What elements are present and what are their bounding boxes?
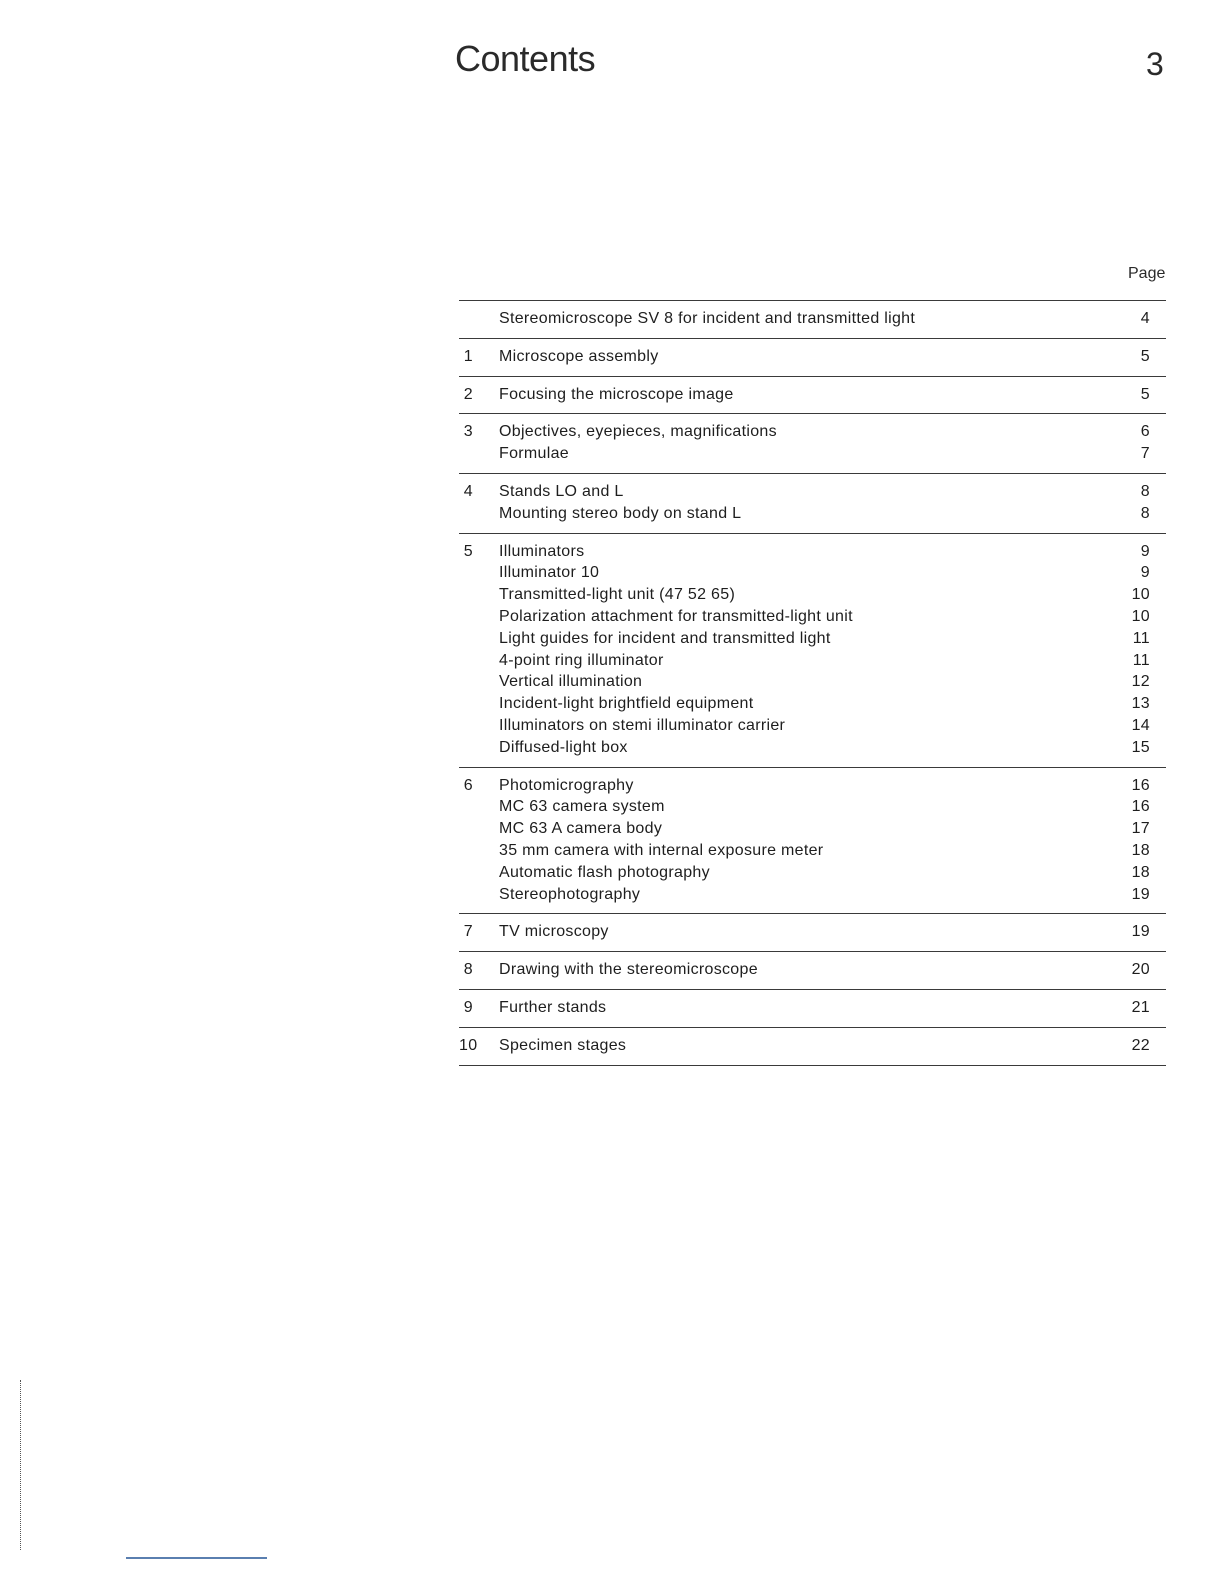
toc-entry-title: Diffused-light box (499, 738, 628, 756)
page-column-label: Page (1128, 265, 1166, 282)
toc-section (459, 301, 1166, 339)
toc-entry (459, 693, 1166, 715)
page-title: Contents (455, 38, 596, 79)
toc-entry-page: 5 (1140, 385, 1150, 403)
toc-entry (459, 384, 1166, 406)
toc-entry-page: 5 (1140, 347, 1150, 365)
toc-entry (459, 628, 1166, 650)
toc-section-number: 2 (463, 385, 473, 403)
toc-entry-page: 17 (1131, 820, 1150, 838)
toc-entry-page: 11 (1132, 629, 1150, 647)
toc-entry-title: TV microscopy (499, 923, 609, 941)
toc-entry (459, 715, 1166, 737)
toc-entry-title: Transmitted-light unit (47 52 65) (499, 586, 736, 604)
toc-entry-page: 9 (1140, 564, 1150, 582)
toc-entry-title: MC 63 A camera body (499, 820, 663, 838)
toc-entry-title: Drawing with the stereomicroscope (499, 961, 758, 979)
toc-section (459, 952, 1166, 990)
toc-entry-title: Photomicrography (499, 776, 634, 794)
toc-entry-title: Formulae (499, 445, 569, 463)
toc-entry (459, 308, 1166, 330)
toc-entry-page: 16 (1131, 798, 1150, 816)
toc-entry (459, 541, 1166, 563)
toc-entry-title: Illuminators on stemi illuminator carrier (499, 716, 786, 734)
toc-entry-title: MC 63 camera system (499, 798, 665, 816)
toc-section (459, 768, 1166, 915)
toc-entry-title: Mounting stereo body on stand L (499, 504, 742, 522)
toc-entry-page: 18 (1131, 841, 1150, 859)
toc-entry-title: Stereophotography (499, 885, 641, 903)
toc-section-number: 5 (463, 542, 473, 560)
toc-entry-page: 21 (1131, 998, 1150, 1016)
toc-entry-page: 8 (1140, 482, 1150, 500)
toc-entry-page: 8 (1140, 504, 1150, 522)
toc-entry (459, 562, 1166, 584)
toc-entry-title: 35 mm camera with internal exposure meter (499, 841, 824, 859)
toc-entry-page: 18 (1131, 863, 1150, 881)
toc-entry-title: Microscope assembly (499, 347, 659, 365)
toc-section (459, 474, 1166, 534)
toc-entry-page: 9 (1140, 542, 1150, 560)
toc-entry (459, 796, 1166, 818)
toc-entry-page: 19 (1131, 885, 1150, 903)
toc-section (459, 1028, 1166, 1066)
toc-entry (459, 503, 1166, 525)
toc-entry-title: Light guides for incident and transmitted light (499, 629, 831, 647)
toc-entry-title: Stands LO and L (499, 482, 624, 500)
toc-entry (459, 1035, 1166, 1057)
toc-entry (459, 997, 1166, 1019)
toc-entry (459, 737, 1166, 759)
toc-entry-page: 20 (1131, 961, 1150, 979)
toc-entry-title: Vertical illumination (499, 673, 643, 691)
toc-entry-title: Incident-light brightfield equipment (499, 695, 754, 713)
toc-entry (459, 775, 1166, 797)
toc-section (459, 914, 1166, 952)
toc-section-number: 9 (463, 998, 473, 1016)
toc-entry (459, 443, 1166, 465)
toc-entry-title: Focusing the microscope image (499, 385, 734, 403)
toc-section-number: 7 (463, 923, 473, 941)
toc-entry (459, 884, 1166, 906)
toc-entry (459, 421, 1166, 443)
toc-entry-page: 14 (1131, 716, 1150, 734)
toc-section (459, 377, 1166, 415)
toc-entry (459, 481, 1166, 503)
toc-entry-page: 4 (1140, 310, 1150, 327)
toc-entry-page: 15 (1131, 738, 1150, 756)
toc-section-number: 3 (463, 423, 473, 441)
toc-entry-page: 10 (1131, 607, 1150, 625)
toc-section (459, 990, 1166, 1028)
toc-section-number: 6 (463, 776, 473, 794)
toc-entry-title: Illuminator 10 (499, 564, 600, 582)
toc-entry (459, 862, 1166, 884)
toc-entry-title: Polarization attachment for transmitted-light unit (499, 607, 853, 625)
toc-entry-title: 4-point ring illuminator (499, 651, 664, 669)
footer-rule (126, 1557, 267, 1559)
toc-entry-page: 6 (1140, 423, 1150, 441)
scan-edge-artifact (20, 1380, 23, 1550)
toc-entry (459, 346, 1166, 368)
toc-entry (459, 584, 1166, 606)
toc-entry (459, 671, 1166, 693)
toc-entry-title: Automatic flash photography (499, 863, 710, 881)
toc-entry (459, 921, 1166, 943)
toc-entry (459, 606, 1166, 628)
toc-entry-title: Specimen stages (499, 1036, 627, 1054)
toc-entry-page: 10 (1131, 586, 1150, 604)
toc-section-number: 10 (459, 1036, 478, 1054)
toc-entry-page: 7 (1140, 445, 1150, 463)
toc-entry (459, 650, 1166, 672)
toc-section-number: 1 (463, 347, 473, 365)
toc-section (459, 534, 1166, 768)
toc-entry-title: Further stands (499, 998, 607, 1016)
toc-entry-page: 19 (1131, 923, 1150, 941)
toc-entry-page: 22 (1131, 1036, 1150, 1054)
toc-entry (459, 818, 1166, 840)
toc-entry-title: Objectives, eyepieces, magnifications (499, 423, 777, 441)
toc-entry-page: 11 (1132, 651, 1150, 669)
table-of-contents (459, 300, 1166, 1066)
toc-entry (459, 959, 1166, 981)
toc-section (459, 339, 1166, 377)
toc-section (459, 414, 1166, 474)
toc-entry-title: Stereomicroscope SV 8 for incident and transmitted light (499, 310, 916, 327)
toc-entry (459, 840, 1166, 862)
page-number: 3 (1146, 46, 1164, 82)
toc-entry-page: 12 (1131, 673, 1150, 691)
toc-entry-page: 16 (1131, 776, 1150, 794)
toc-section-number: 4 (463, 482, 473, 500)
toc-entry-title: Illuminators (499, 542, 585, 560)
toc-entry-page: 13 (1131, 695, 1150, 713)
toc-section-number: 8 (463, 961, 473, 979)
